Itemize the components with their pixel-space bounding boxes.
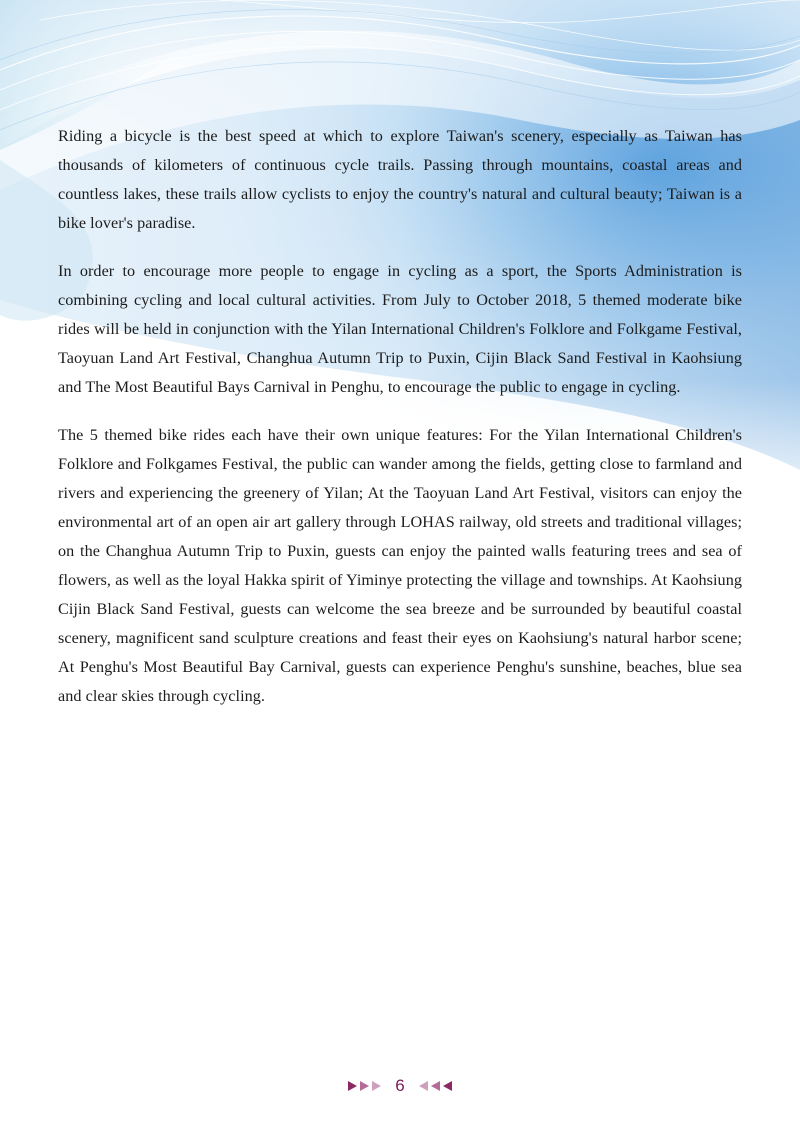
page-footer	[0, 1076, 800, 1096]
article-body	[58, 122, 742, 730]
arrow-left-icon	[443, 1081, 452, 1091]
arrow-left-icon	[431, 1081, 440, 1091]
paragraph-features: The 5 themed bike rides each have their own unique features: For the Yilan International Children's Folklore and Folkgames Festival, the public can wander among the fields, getting close to farmland and rivers and experiencing the greenery of Yilan; At the Taoyuan Land Art Festival, visitors can enjoy the environmental art of an open air art gallery through LOHAS railway, old streets and traditional villages; on the Changhua Autumn Trip to Puxin, guests can enjoy the painted walls featuring trees and sea of flowers, as well as the loyal Hakka spirit of Yiminye protecting the village and townships. At Kaohsiung Cijin Black Sand Festival, guests can welcome the sea breeze and be surrounded by beautiful coastal scenery, magnificent sand sculpture creations and feast their eyes on Kaohsiung's natural harbor scene; At Penghu's Most Beautiful Bay Carnival, guests can experience Penghu's sunshine, beaches, blue sea and clear skies through cycling.	[58, 426, 742, 705]
page-number: 6	[395, 1076, 405, 1095]
triple-right-arrow-icon	[348, 1081, 381, 1091]
arrow-left-icon	[419, 1081, 428, 1091]
paragraph-bike-rides: In order to encourage more people to engage in cycling as a sport, the Sports Administration is combining cycling and local cultural activities. From July to October 2018, 5 themed moderate bike rides will be held in conjunction with the Yilan International Children's Folklore and Folkgame Festival, Taoyuan Land Art Festival, Changhua Autumn Trip to Puxin, Cijin Black Sand Festival in Kaohsiung and The Most Beautiful Bays Carnival in Penghu, to encourage the public to engage in cycling.	[58, 262, 742, 396]
arrow-right-icon	[360, 1081, 369, 1091]
arrow-right-icon	[372, 1081, 381, 1091]
arrow-right-icon	[348, 1081, 357, 1091]
triple-left-arrow-icon	[419, 1081, 452, 1091]
paragraph-intro: Riding a bicycle is the best speed at which to explore Taiwan's scenery, especially as Taiwan has thousands of kilometers of continuous cycle trails. Passing through mountains, coastal areas and countless lakes, these trails allow cyclists to enjoy the country's natural and cultural beauty; Taiwan is a bike lover's paradise.	[58, 127, 742, 232]
